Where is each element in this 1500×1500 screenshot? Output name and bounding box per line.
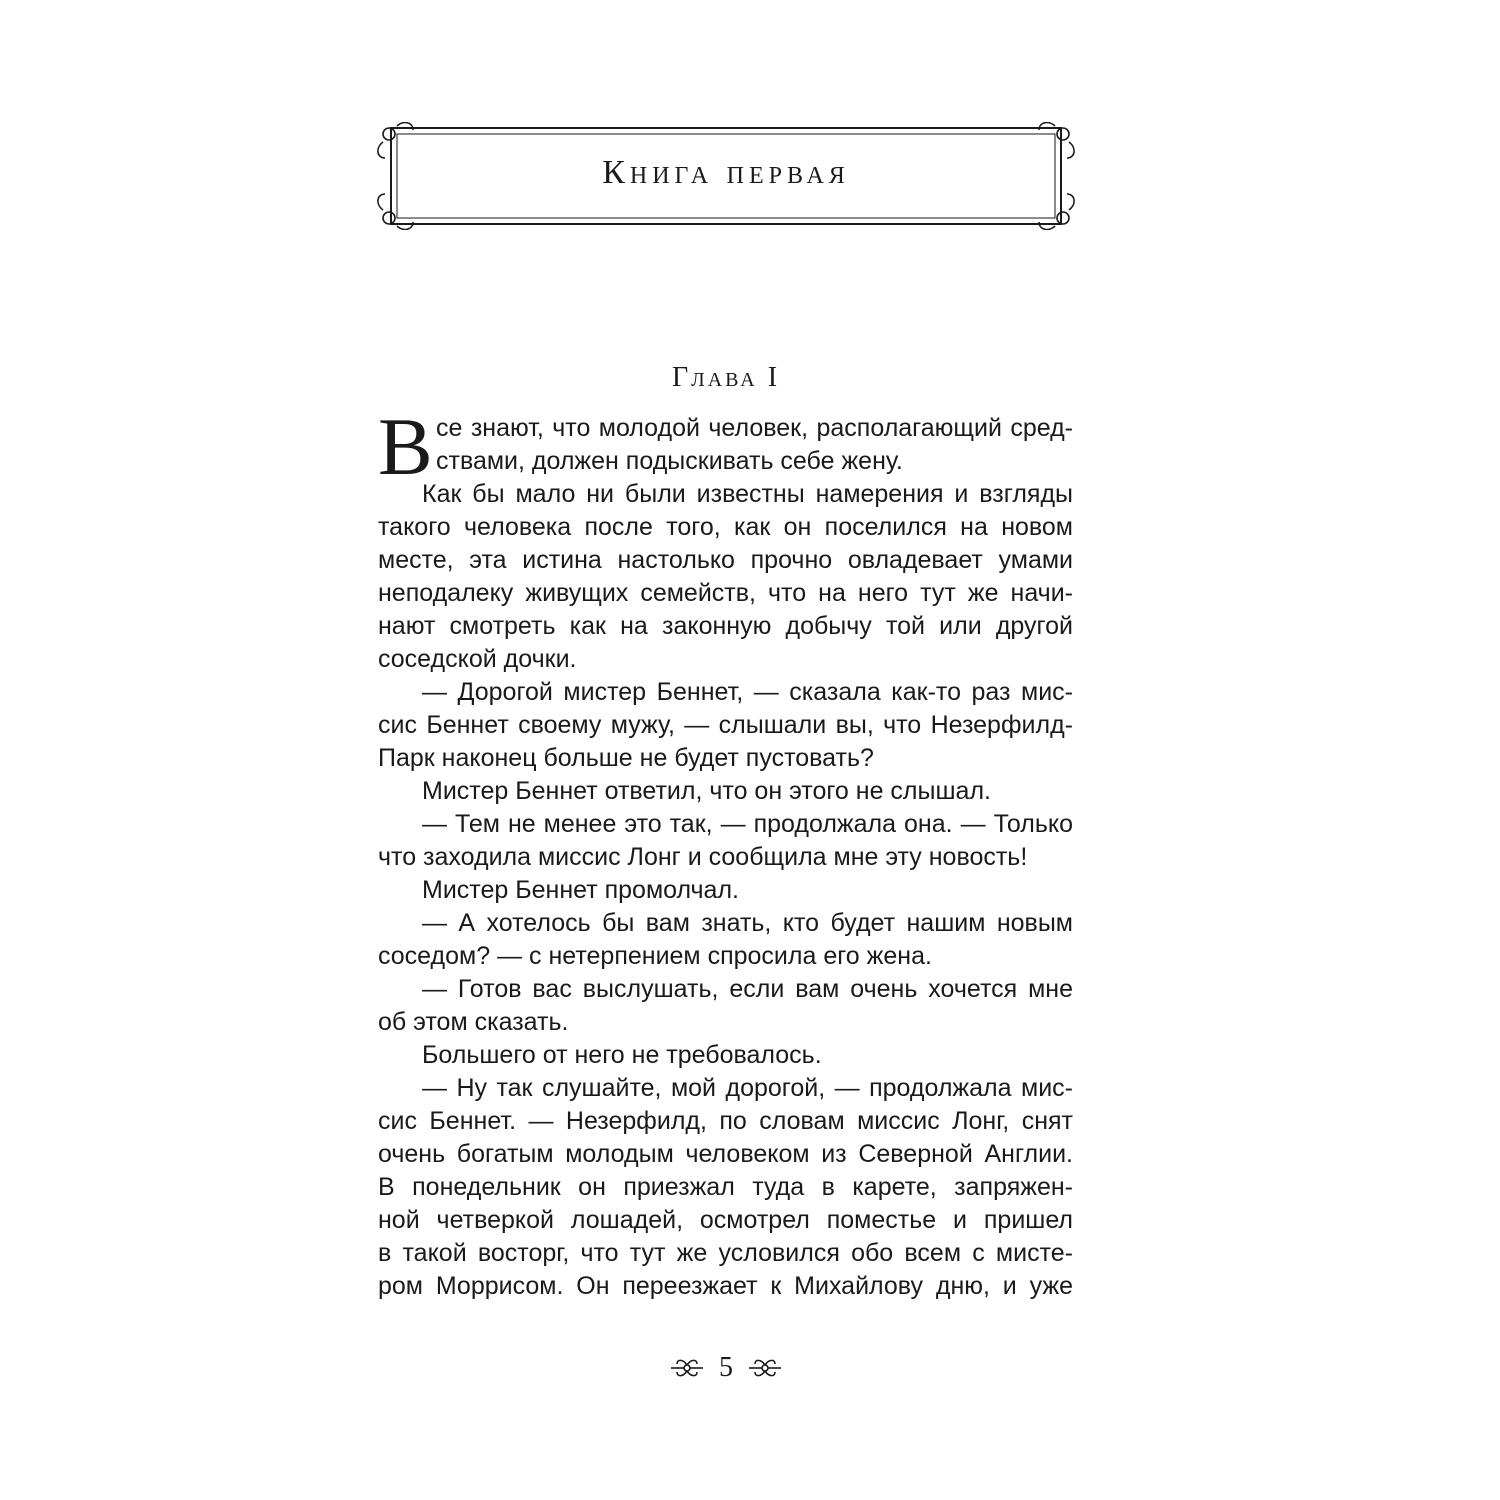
- fleuron-right-icon: [747, 1357, 783, 1379]
- text-line: ной четверкой лошадей, осмотрел поместье и пришел: [378, 1206, 1073, 1234]
- text-line: — А хотелось бы вам знать, кто будет нашим новым: [422, 909, 1073, 937]
- text-line: сис Беннет своему мужу, — слышали вы, что Незерфилд-: [378, 711, 1073, 739]
- chapter-title: Глава I: [671, 362, 781, 393]
- text-line: В понедельник он приезжал туда в карете, запряжен-: [378, 1173, 1073, 1201]
- text-line: что заходила миссис Лонг и сообщила мне эту новость!: [378, 843, 1028, 871]
- text-line: месте, эта истина настолько прочно овладевает умами: [378, 546, 1073, 574]
- text-line: Как бы мало ни были известны намерения и взгляды: [422, 480, 1073, 508]
- text-line: сис Беннет. — Незерфилд, по словам миссис Лонг, снят: [378, 1107, 1073, 1135]
- drop-cap: В: [378, 401, 433, 492]
- book-title: Книга первая: [602, 154, 850, 191]
- fleuron-left-icon: [669, 1357, 705, 1379]
- page-footer: [375, 1348, 1077, 1388]
- text-line: се знают, что молодой человек, располагающий сред-: [436, 414, 1073, 442]
- text-line: неподалеку живущих семейств, что на него тут же начи-: [378, 579, 1073, 607]
- text-line: Мистер Беннет ответил, что он этого не слышал.: [422, 777, 991, 805]
- text-line: — Дорогой мистер Беннет, — сказала как-то раз мис-: [422, 678, 1073, 706]
- book-title-frame: [375, 122, 1077, 230]
- text-line: Мистер Беннет промолчал.: [422, 876, 739, 904]
- text-line: такого человека после того, как он поселился на новом: [378, 513, 1073, 541]
- text-line: — Тем не менее это так, — продолжала она. — Только: [422, 810, 1073, 838]
- text-line: Парк наконец больше не будет пустовать?: [378, 744, 874, 772]
- page-number: 5: [719, 1352, 733, 1383]
- text-line: — Готов вас выслушать, если вам очень хочется мне: [422, 975, 1073, 1003]
- text-line: об этом сказать.: [378, 1008, 569, 1036]
- text-line: соседом? — с нетерпением спросила его жена.: [378, 942, 932, 970]
- chapter-body: [378, 401, 1073, 1303]
- text-line: в такой восторг, что тут же условился обо всем с мисте-: [378, 1239, 1073, 1267]
- text-line: Большего от него не требовалось.: [422, 1041, 822, 1069]
- text-line: соседской дочки.: [378, 645, 577, 673]
- text-line: — Ну так слушайте, мой дорогой, — продолжала мис-: [422, 1074, 1073, 1102]
- text-line: ствами, должен подыскивать себе жену.: [436, 447, 903, 475]
- text-line: нают смотреть как на законную добычу той или другой: [378, 612, 1073, 640]
- text-line: ром Моррисом. Он переезжает к Михайлову дню, и уже: [378, 1272, 1073, 1300]
- text-line: очень богатым молодым человеком из Северной Англии.: [378, 1140, 1073, 1168]
